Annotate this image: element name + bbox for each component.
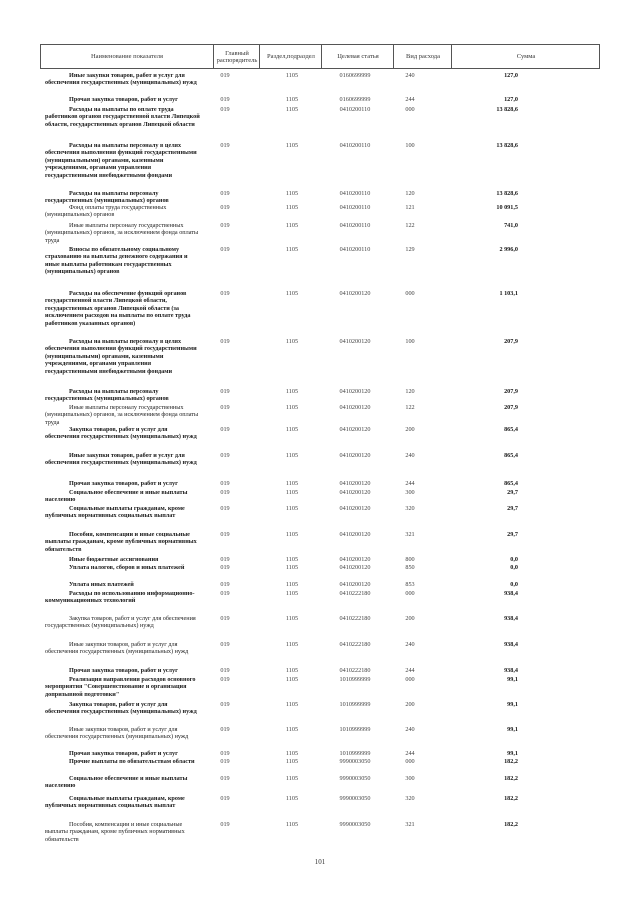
row-name: Иные закупки товаров, работ и услуг для обеспечения государственных (муниципальных) нужд	[45, 641, 189, 656]
row-main: 019	[220, 72, 230, 79]
row-section: 1105	[285, 505, 299, 512]
row-section: 1105	[285, 489, 299, 496]
row-name: Иные закупки товаров, работ и услуг для обеспечения государственных (муниципальных) нужд	[45, 726, 189, 741]
row-target: 0410200120	[339, 452, 371, 459]
row-type: 122	[405, 404, 415, 411]
row-target: 0410200110	[339, 106, 371, 113]
row-sum: 13 828,6	[496, 106, 518, 113]
row-type: 850	[405, 564, 415, 571]
row-main: 019	[220, 204, 230, 211]
row-sum: 865,4	[504, 426, 518, 433]
row-target: 0410200110	[339, 142, 371, 149]
row-sum: 207,9	[504, 388, 518, 395]
row-section: 1105	[285, 480, 299, 487]
row-target: 0410200120	[339, 531, 371, 538]
row-target: 9990003050	[339, 821, 371, 828]
row-target: 0410200120	[339, 581, 371, 588]
row-name: Расходы на обеспечение функций органов государственной власти Липецкой области, государственных органов Липецкой области (за исключением расходов на выплаты по оплате труда работников указанных органов)	[45, 290, 191, 327]
row-type: 240	[405, 726, 415, 733]
row-name: Социальное обеспечение и иные выплаты населению	[45, 489, 188, 504]
row-sum: 207,9	[504, 404, 518, 411]
row-main: 019	[220, 96, 230, 103]
row-target: 0410200120	[339, 338, 371, 345]
page-number: 101	[314, 858, 326, 866]
row-main: 019	[220, 404, 230, 411]
row-target: 0410200120	[339, 480, 371, 487]
row-sum: 29,7	[507, 505, 518, 512]
row-target: 0410200110	[339, 190, 371, 197]
row-target: 1010999999	[339, 750, 371, 757]
row-sum: 13 828,6	[496, 142, 518, 149]
row-sum: 182,2	[504, 758, 518, 765]
row-section: 1105	[285, 676, 299, 683]
row-section: 1105	[285, 106, 299, 113]
row-main: 019	[220, 556, 230, 563]
row-name: Закупка товаров, работ и услуг для обеспечения государственных (муниципальных) нужд	[45, 615, 196, 630]
row-sum: 99,1	[507, 750, 518, 757]
row-main: 019	[220, 750, 230, 757]
row-name: Иные бюджетные ассигнования	[69, 556, 159, 563]
row-sum: 29,7	[507, 531, 518, 538]
row-main: 019	[220, 452, 230, 459]
row-sum: 29,7	[507, 489, 518, 496]
row-section: 1105	[285, 72, 299, 79]
row-main: 019	[220, 676, 230, 683]
row-type: 000	[405, 676, 415, 683]
row-main: 019	[220, 489, 230, 496]
row-main: 019	[220, 758, 230, 765]
header-sum: Сумма	[451, 45, 600, 68]
row-main: 019	[220, 106, 230, 113]
row-sum: 127,0	[504, 96, 518, 103]
row-main: 019	[220, 821, 230, 828]
row-type: 000	[405, 590, 415, 597]
row-target: 0410222180	[339, 615, 371, 622]
row-section: 1105	[285, 750, 299, 757]
row-main: 019	[220, 581, 230, 588]
row-target: 1010999999	[339, 726, 371, 733]
row-target: 0410200120	[339, 404, 371, 411]
row-section: 1105	[285, 290, 299, 297]
row-target: 0410200110	[339, 204, 371, 211]
row-main: 019	[220, 480, 230, 487]
row-section: 1105	[285, 795, 299, 802]
row-type: 244	[405, 750, 415, 757]
row-section: 1105	[285, 581, 299, 588]
row-type: 120	[405, 388, 415, 395]
row-sum: 10 091,5	[496, 204, 518, 211]
row-target: 1010999999	[339, 676, 371, 683]
row-name: Расходы по использованию информационно-коммуникационных технологий	[45, 590, 195, 605]
row-name: Прочая закупка товаров, работ и услуг	[69, 750, 178, 757]
row-section: 1105	[285, 338, 299, 345]
row-main: 019	[220, 338, 230, 345]
row-section: 1105	[285, 556, 299, 563]
row-section: 1105	[285, 204, 299, 211]
row-name: Социальные выплаты гражданам, кроме публичных нормативных социальных выплат	[45, 795, 185, 810]
row-sum: 13 828,6	[496, 190, 518, 197]
row-sum: 99,1	[507, 726, 518, 733]
row-target: 9990003050	[339, 758, 371, 765]
row-sum: 182,2	[504, 775, 518, 782]
row-target: 0410222180	[339, 641, 371, 648]
row-name: Прочие выплаты по обязательствам области	[69, 758, 195, 765]
row-sum: 938,4	[504, 615, 518, 622]
row-name: Пособия, компенсации и иные социальные выплаты гражданам, кроме публичных нормативных обязательств	[45, 821, 185, 843]
row-section: 1105	[285, 726, 299, 733]
row-type: 121	[405, 204, 415, 211]
row-name: Закупка товаров, работ и услуг для обеспечения государственных (муниципальных) нужд	[45, 701, 197, 716]
row-section: 1105	[285, 426, 299, 433]
row-type: 244	[405, 480, 415, 487]
row-target: 0410200120	[339, 426, 371, 433]
row-name: Прочая закупка товаров, работ и услуг	[69, 667, 178, 674]
row-name: Расходы на выплаты персоналу государственных (муниципальных) органов	[45, 388, 169, 403]
row-type: 100	[405, 142, 415, 149]
row-main: 019	[220, 505, 230, 512]
row-name: Иные закупки товаров, работ и услуг для обеспечения государственных (муниципальных) нужд	[45, 452, 197, 467]
row-name: Уплата иных платежей	[69, 581, 134, 588]
header-target: Целевая статья	[321, 45, 394, 68]
row-name: Прочая закупка товаров, работ и услуг	[69, 480, 178, 487]
row-sum: 2 996,0	[499, 246, 518, 253]
row-main: 019	[220, 142, 230, 149]
row-type: 853	[405, 581, 415, 588]
row-sum: 0,0	[510, 556, 518, 563]
row-sum: 207,9	[504, 338, 518, 345]
row-sum: 938,4	[504, 667, 518, 674]
row-type: 240	[405, 452, 415, 459]
row-target: 0410200120	[339, 290, 371, 297]
row-section: 1105	[285, 564, 299, 571]
row-target: 0410200120	[339, 388, 371, 395]
row-target: 0410200120	[339, 564, 371, 571]
row-main: 019	[220, 641, 230, 648]
row-type: 244	[405, 667, 415, 674]
row-sum: 0,0	[510, 581, 518, 588]
row-sum: 127,0	[504, 72, 518, 79]
row-sum: 99,1	[507, 676, 518, 683]
row-target: 0410200110	[339, 246, 371, 253]
row-target: 9990003050	[339, 775, 371, 782]
row-section: 1105	[285, 590, 299, 597]
row-target: 9990003050	[339, 795, 371, 802]
row-type: 300	[405, 489, 415, 496]
row-type: 120	[405, 190, 415, 197]
row-type: 200	[405, 615, 415, 622]
row-main: 019	[220, 795, 230, 802]
row-name: Прочая закупка товаров, работ и услуг	[69, 96, 178, 103]
table-header	[40, 44, 600, 69]
row-section: 1105	[285, 388, 299, 395]
row-main: 019	[220, 775, 230, 782]
row-type: 000	[405, 758, 415, 765]
header-section: Раздел,подраздел	[259, 45, 322, 68]
row-type: 240	[405, 641, 415, 648]
row-main: 019	[220, 726, 230, 733]
row-main: 019	[220, 564, 230, 571]
row-sum: 182,2	[504, 821, 518, 828]
row-name: Социальные выплаты гражданам, кроме публичных нормативных социальных выплат	[45, 505, 185, 520]
row-name: Расходы на выплаты персоналу в целях обеспечения выполнения функций государственными (муниципальными) органами, казенными учреждениями, органами управления государственными внебюджетными фондами	[45, 338, 197, 375]
row-target: 0160699999	[339, 96, 371, 103]
row-target: 0410222180	[339, 590, 371, 597]
row-target: 0410200110	[339, 222, 371, 229]
row-section: 1105	[285, 615, 299, 622]
row-type: 122	[405, 222, 415, 229]
row-main: 019	[220, 615, 230, 622]
row-type: 129	[405, 246, 415, 253]
row-section: 1105	[285, 775, 299, 782]
row-name: Расходы на выплаты персоналу государственных (муниципальных) органов	[45, 190, 169, 205]
row-section: 1105	[285, 667, 299, 674]
row-section: 1105	[285, 641, 299, 648]
row-type: 100	[405, 338, 415, 345]
row-name: Взносы по обязательному социальному страхованию на выплаты денежного содержания и иные выплаты работникам государственных (муниципальных) органов	[45, 246, 188, 276]
row-main: 019	[220, 246, 230, 253]
row-name: Социальное обеспечение и иные выплаты населению	[45, 775, 188, 790]
row-type: 800	[405, 556, 415, 563]
row-main: 019	[220, 290, 230, 297]
row-sum: 1 103,1	[499, 290, 518, 297]
row-name: Фонд оплаты труда государственных (муниципальных) органов	[45, 204, 167, 219]
row-type: 300	[405, 775, 415, 782]
row-section: 1105	[285, 531, 299, 538]
row-target: 0410200120	[339, 489, 371, 496]
row-section: 1105	[285, 758, 299, 765]
header-type: Вид расхода	[393, 45, 452, 68]
row-target: 0410200120	[339, 556, 371, 563]
row-main: 019	[220, 426, 230, 433]
row-type: 240	[405, 72, 415, 79]
row-name: Расходы на выплаты персоналу в целях обеспечения выполнения функций государственными (муниципальными) органами, казенными учреждениями, органами управления государственными внебюджетными фондами	[45, 142, 197, 179]
row-target: 0410200120	[339, 505, 371, 512]
row-type: 200	[405, 701, 415, 708]
row-main: 019	[220, 388, 230, 395]
row-sum: 741,0	[504, 222, 518, 229]
row-section: 1105	[285, 222, 299, 229]
row-target: 0160699999	[339, 72, 371, 79]
row-main: 019	[220, 667, 230, 674]
row-section: 1105	[285, 190, 299, 197]
row-sum: 99,1	[507, 701, 518, 708]
row-section: 1105	[285, 142, 299, 149]
row-name: Расходы на выплаты по оплате труда работников органов государственной власти Липецкой области, государственных органов Липецкой области	[45, 106, 200, 128]
row-type: 000	[405, 290, 415, 297]
header-name: Наименование показателя	[90, 53, 164, 60]
row-section: 1105	[285, 404, 299, 411]
row-type: 320	[405, 795, 415, 802]
row-name: Закупка товаров, работ и услуг для обеспечения государственных (муниципальных) нужд	[45, 426, 197, 441]
row-sum: 865,4	[504, 452, 518, 459]
row-name: Уплата налогов, сборов и иных платежей	[69, 564, 185, 571]
row-sum: 182,2	[504, 795, 518, 802]
row-name: Иные закупки товаров, работ и услуг для обеспечения государственных (муниципальных) нужд	[45, 72, 197, 87]
row-type: 000	[405, 106, 415, 113]
header-main: Главный распорядитель	[213, 45, 260, 68]
row-type: 321	[405, 531, 415, 538]
row-section: 1105	[285, 246, 299, 253]
row-main: 019	[220, 701, 230, 708]
row-section: 1105	[285, 821, 299, 828]
row-target: 0410222180	[339, 667, 371, 674]
row-section: 1105	[285, 701, 299, 708]
row-target: 1010999999	[339, 701, 371, 708]
row-section: 1105	[285, 452, 299, 459]
row-name: Реализация направления расходов основного мероприятия "Совершенствование и организация допризывной подготовки"	[45, 676, 196, 698]
row-sum: 938,4	[504, 641, 518, 648]
row-sum: 865,4	[504, 480, 518, 487]
row-main: 019	[220, 190, 230, 197]
row-type: 200	[405, 426, 415, 433]
row-main: 019	[220, 531, 230, 538]
row-type: 321	[405, 821, 415, 828]
row-main: 019	[220, 590, 230, 597]
row-sum: 938,4	[504, 590, 518, 597]
row-type: 320	[405, 505, 415, 512]
row-sum: 0,0	[510, 564, 518, 571]
row-section: 1105	[285, 96, 299, 103]
row-main: 019	[220, 222, 230, 229]
row-type: 244	[405, 96, 415, 103]
row-name: Пособия, компенсации и иные социальные выплаты гражданам, кроме публичных нормативных обязательств	[45, 531, 197, 553]
row-name: Иные выплаты персоналу государственных (муниципальных) органов, за исключением фонда оплаты труда	[45, 404, 199, 426]
row-name: Иные выплаты персоналу государственных (муниципальных) органов, за исключением фонда оплаты труда	[45, 222, 199, 244]
